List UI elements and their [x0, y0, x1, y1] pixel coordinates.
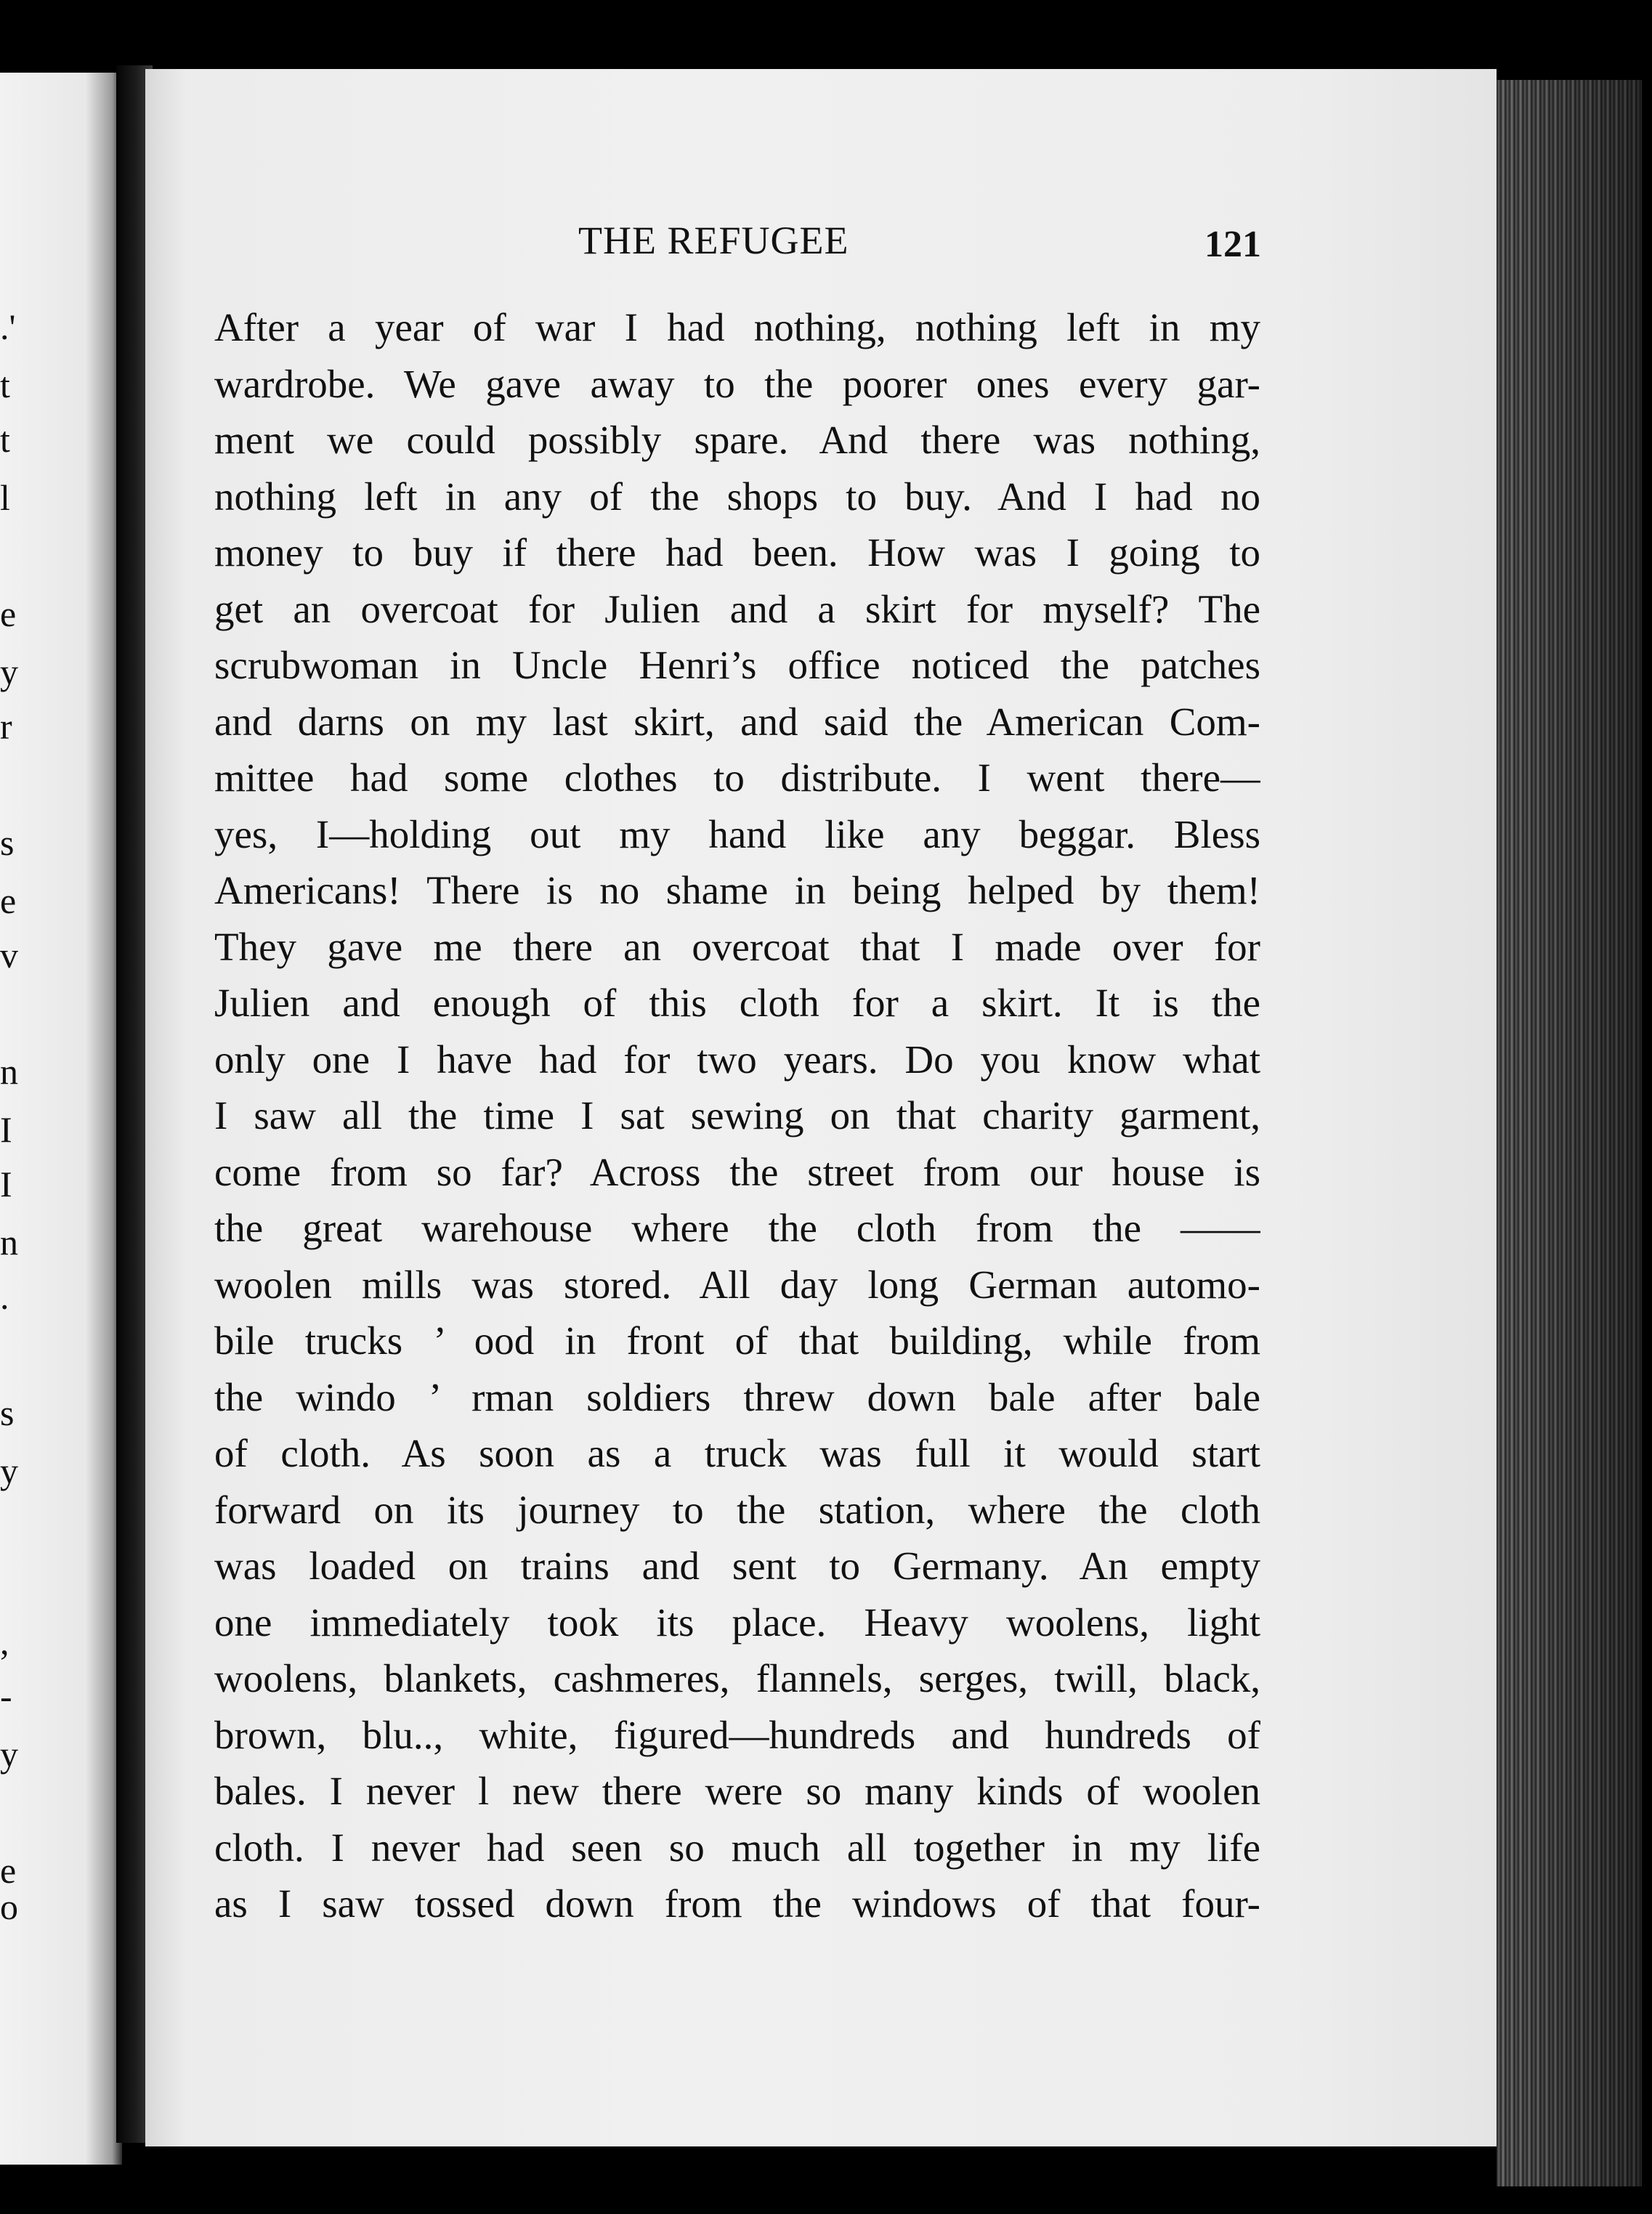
facing-page-text-fragments: [0, 73, 122, 2165]
text-line: brown, blu.., white, figured—hundreds and hundreds of: [214, 1712, 1260, 1757]
body-text: [214, 299, 1260, 1932]
text-line: mittee had some clothes to distribute. I went there—: [214, 755, 1260, 800]
facing-page-fragment: s: [0, 1392, 15, 1433]
text-line: ment we could possibly spare. And there was nothing,: [214, 418, 1260, 462]
text-line: After a year of war I had nothing, nothing left in my: [214, 305, 1260, 349]
text-line: come from so far? Across the street from our house is: [214, 1149, 1260, 1194]
text-line: woolens, blankets, cashmeres, flannels, serges, twill, black,: [214, 1656, 1260, 1700]
facing-page-fragment: y: [0, 1451, 18, 1491]
text-line: nothing left in any of the shops to buy. And I had no: [214, 474, 1260, 519]
facing-page-fragment: -: [0, 1676, 12, 1716]
facing-page-fragment: y: [0, 652, 18, 692]
text-line: woolen mills was stored. All day long German automo-: [214, 1262, 1260, 1307]
facing-page-fragment: o: [0, 1886, 18, 1927]
text-line: bile trucks ’ ood in front of that building, while from: [214, 1318, 1260, 1363]
facing-page-fragment: v: [0, 935, 18, 976]
text-line: as I saw tossed down from the windows of that four-: [214, 1881, 1260, 1926]
text-line: was loaded on trains and sent to Germany. An empty: [214, 1544, 1260, 1588]
text-line: the windo ’ rman soldiers threw down bale after bale: [214, 1374, 1260, 1419]
page-edges-shadow: [1497, 80, 1642, 2186]
page-number: 121: [1204, 224, 1261, 265]
facing-page-left: [0, 73, 122, 2165]
facing-page-fragment: n: [0, 1222, 18, 1262]
facing-page-fragment: t: [0, 365, 10, 405]
facing-page-fragment: .': [0, 307, 16, 347]
text-line: scrubwoman in Uncle Henri’s office noticed the patches: [214, 643, 1260, 687]
text-line: I saw all the time I sat sewing on that charity garment,: [214, 1093, 1260, 1138]
text-line: Americans! There is no shame in being helped by them!: [214, 868, 1260, 912]
facing-page-fragment: y: [0, 1734, 18, 1775]
text-line: the great warehouse where the cloth from the ——: [214, 1206, 1260, 1250]
text-line: yes, I—holding out my hand like any beggar. Bless: [214, 811, 1260, 856]
text-line: Julien and enough of this cloth for a skirt. It is the: [214, 981, 1260, 1025]
text-line: They gave me there an overcoat that I made over for: [214, 924, 1260, 969]
text-line: forward on its journey to the station, where the cloth: [214, 1487, 1260, 1532]
facing-page-fragment: s: [0, 822, 15, 863]
text-line: get an overcoat for Julien and a skirt for myself? The: [214, 586, 1260, 631]
facing-page-fragment: e: [0, 880, 17, 921]
text-line: money to buy if there had been. How was I going to: [214, 530, 1260, 575]
text-line: one immediately took its place. Heavy woolens, light: [214, 1599, 1260, 1645]
facing-page-fragment: e: [0, 593, 17, 634]
facing-page-fragment: ,: [0, 1621, 9, 1662]
text-line: only one I have had for two years. Do you know what: [214, 1037, 1260, 1082]
facing-page-fragment: r: [0, 706, 12, 747]
facing-page-fragment: e: [0, 1850, 17, 1891]
facing-page-fragment: .: [0, 1276, 9, 1317]
facing-page-fragment: I: [0, 1164, 12, 1204]
text-line: cloth. I never had seen so much all together in my life: [214, 1825, 1260, 1870]
facing-page-fragment: t: [0, 419, 10, 460]
text-line: wardrobe. We gave away to the poorer ones every gar-: [214, 361, 1260, 406]
text-line: bales. I never l new there were so many kinds of woolen: [214, 1769, 1260, 1813]
text-line: and darns on my last skirt, and said the American Com-: [214, 699, 1260, 744]
facing-page-fragment: l: [0, 477, 10, 518]
text-line: of cloth. As soon as a truck was full it would start: [214, 1431, 1260, 1475]
running-title: THE REFUGEE: [578, 219, 849, 262]
facing-page-fragment: n: [0, 1051, 18, 1092]
facing-page-fragment: I: [0, 1109, 12, 1150]
